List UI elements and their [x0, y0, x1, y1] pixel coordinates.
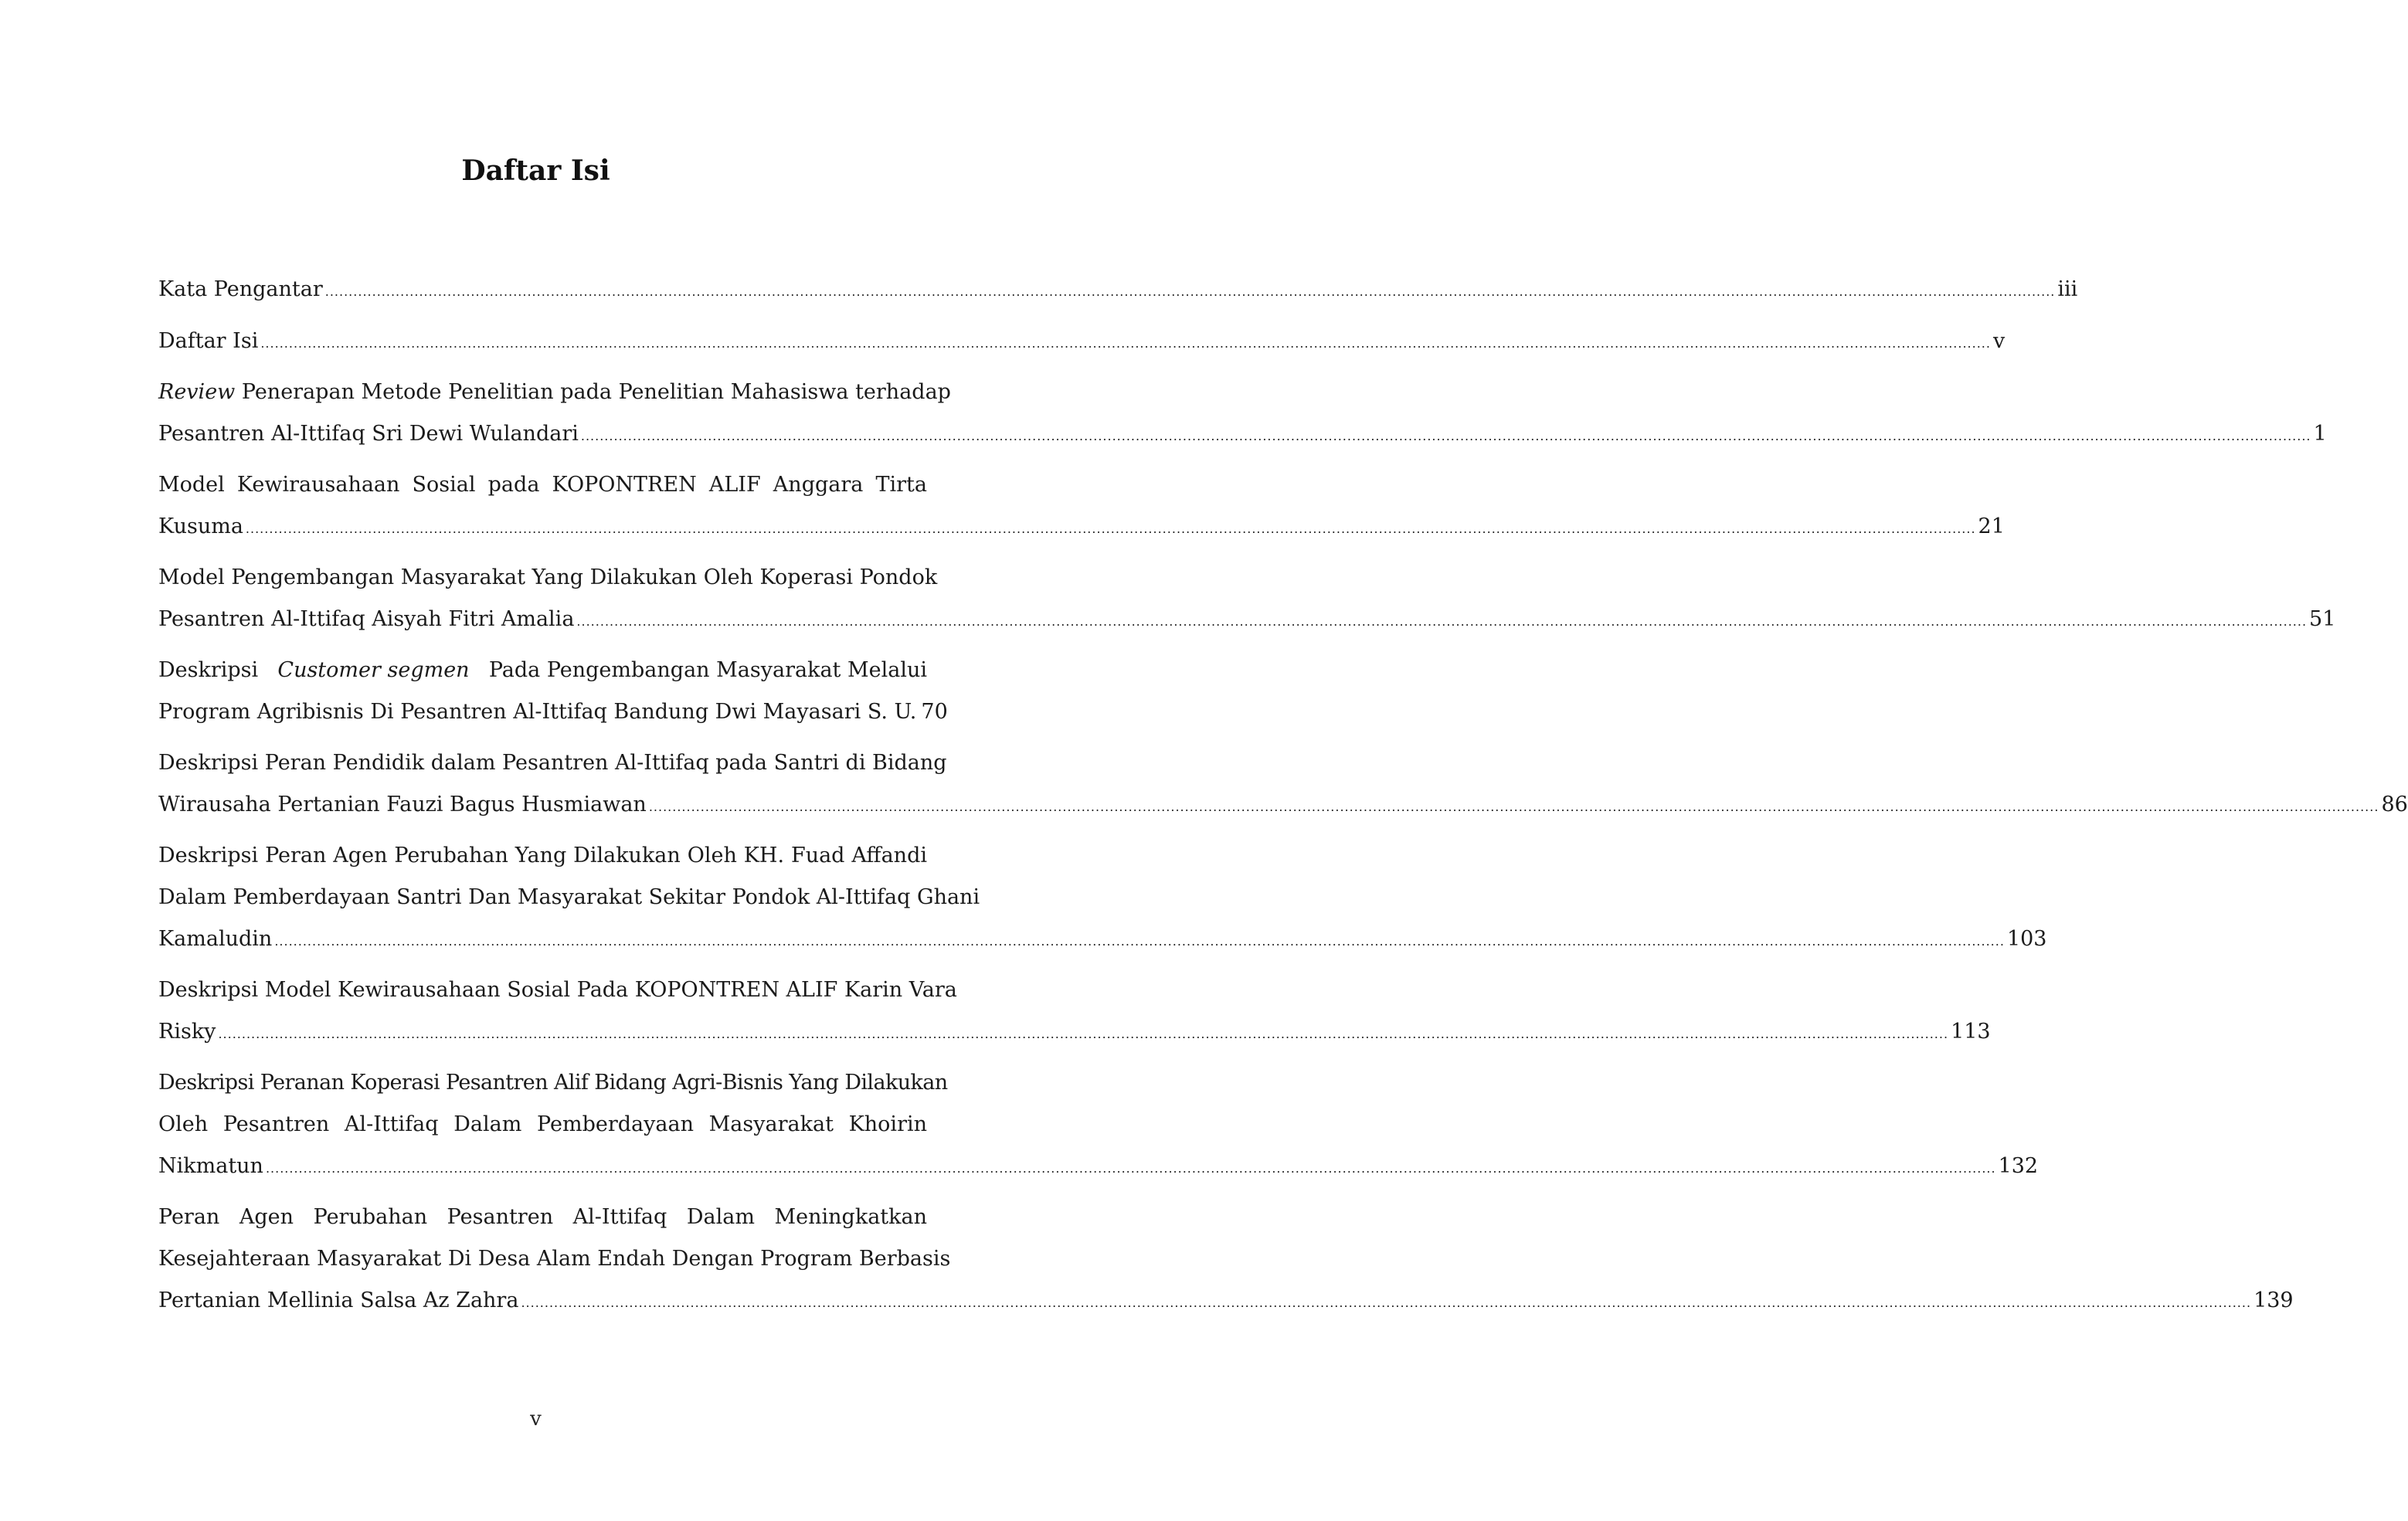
- toc-line: [158, 650, 927, 691]
- toc-page-number: 139: [2253, 1288, 2294, 1312]
- toc-entry-title: Deskripsi: [158, 658, 259, 682]
- toc-line: [158, 372, 951, 413]
- dot-leader: [218, 1013, 1948, 1055]
- toc-entry[interactable]: [158, 464, 2005, 548]
- toc-line: Deskripsi Peran Pendidik dalam Pesantren Al-Ittifaq pada Santri di Bidang: [158, 751, 947, 775]
- toc-line: [158, 1146, 2039, 1187]
- toc-entry-title: Pertanian Mellinia Salsa Az Zahra: [158, 1288, 519, 1312]
- toc-entry-title: Nikmatun: [158, 1154, 263, 1178]
- dot-leader: [649, 786, 2379, 828]
- dot-leader: [274, 921, 2005, 963]
- toc-line: Model Pengembangan Masyarakat Yang Dilakukan Oleh Koperasi Pondok: [158, 565, 938, 589]
- toc-line: [158, 1280, 2294, 1322]
- toc-entry-title: Daftar Isi: [158, 329, 259, 353]
- toc-line: Model Kewirausahaan Sosial pada KOPONTREN ALIF Anggara Tirta: [158, 473, 927, 497]
- toc-line: Dalam Pemberdayaan Santri Dan Masyarakat Sekitar Pondok Al-Ittifaq Ghani: [158, 885, 980, 909]
- dot-leader: [246, 508, 1976, 550]
- toc-entry-title: Program Agribisnis Di Pesantren Al-Ittifaq Bandung Dwi Mayasari S. U.: [158, 700, 917, 724]
- dot-leader: [260, 323, 1991, 365]
- dot-leader: [521, 1282, 2251, 1324]
- toc-entry-italic-term: Customer segmen: [277, 658, 470, 682]
- toc-entry-title: Kusuma: [158, 514, 243, 538]
- toc-line: [158, 784, 2408, 826]
- toc-entry[interactable]: [158, 969, 1991, 1053]
- toc-line: Deskripsi Peran Agen Perubahan Yang Dilakukan Oleh KH. Fuad Affandi: [158, 844, 927, 867]
- toc-page-number: 21: [1978, 514, 2005, 538]
- toc-entry[interactable]: [158, 1197, 2294, 1322]
- toc-entry-title: Kamaludin: [158, 927, 273, 951]
- toc-entry[interactable]: [158, 321, 2006, 362]
- toc-page-number: 51: [2309, 607, 2336, 631]
- toc-line: Peran Agen Perubahan Pesantren Al-Ittifaq Dalam Meningkatkan: [158, 1205, 927, 1229]
- toc-line: Deskripsi Peranan Koperasi Pesantren Alif Bidang Agri-Bisnis Yang Dilakukan: [158, 1071, 948, 1095]
- toc-page-number: 1: [2313, 422, 2327, 446]
- toc-entry[interactable]: [158, 742, 2408, 826]
- toc-entry[interactable]: [158, 1062, 2039, 1187]
- toc-line: [158, 1011, 1991, 1053]
- toc-entry[interactable]: [158, 557, 2336, 640]
- toc-line: [158, 506, 2005, 548]
- toc-page-number: 86: [2381, 793, 2408, 817]
- dot-leader: [325, 271, 2056, 313]
- toc-entry-title: Pada Pengembangan Masyarakat Melalui: [488, 658, 927, 682]
- toc-page-number: 70: [921, 700, 948, 724]
- toc-entry[interactable]: [158, 372, 2327, 455]
- dot-leader: [266, 1148, 1996, 1190]
- toc-page-number: 103: [2006, 927, 2047, 951]
- toc-entry-title: Pesantren Al-Ittifaq Aisyah Fitri Amalia: [158, 607, 575, 631]
- toc-line: Deskripsi Model Kewirausahaan Sosial Pada KOPONTREN ALIF Karin Vara: [158, 978, 957, 1002]
- toc-entry-title: Risky: [158, 1020, 216, 1044]
- toc-line: [158, 269, 2078, 311]
- page-title: Daftar Isi: [461, 154, 610, 187]
- dot-leader: [581, 416, 2311, 457]
- toc-entry-title: Pesantren Al-Ittifaq Sri Dewi Wulandari: [158, 422, 579, 446]
- toc-page-number: 113: [1951, 1020, 1991, 1044]
- toc-entry[interactable]: [158, 269, 2078, 311]
- dot-leader: [576, 601, 2307, 643]
- toc-line: Kesejahteraan Masyarakat Di Desa Alam Endah Dengan Program Berbasis: [158, 1247, 951, 1271]
- toc-entry[interactable]: [158, 650, 948, 733]
- toc-page-number: iii: [2057, 277, 2078, 301]
- toc-line: [158, 599, 2336, 640]
- toc-line: [158, 321, 2006, 362]
- toc-line: [158, 413, 2327, 455]
- footer-page-number: v: [530, 1407, 542, 1431]
- toc-entry[interactable]: [158, 835, 2047, 960]
- toc-entry-title: Kata Pengantar: [158, 277, 323, 301]
- toc-line: [158, 918, 2047, 960]
- toc-line: [158, 691, 948, 733]
- toc-page-number: 132: [1998, 1154, 2039, 1178]
- toc-entry-italic-prefix: Review: [158, 380, 236, 404]
- toc-page-number: v: [1992, 329, 2006, 353]
- toc-line: Oleh Pesantren Al-Ittifaq Dalam Pemberdayaan Masyarakat Khoirin: [158, 1112, 927, 1136]
- toc-entry-title: Wirausaha Pertanian Fauzi Bagus Husmiawan: [158, 793, 647, 817]
- toc-entry-title: Penerapan Metode Penelitian pada Penelitian Mahasiswa terhadap: [235, 380, 951, 404]
